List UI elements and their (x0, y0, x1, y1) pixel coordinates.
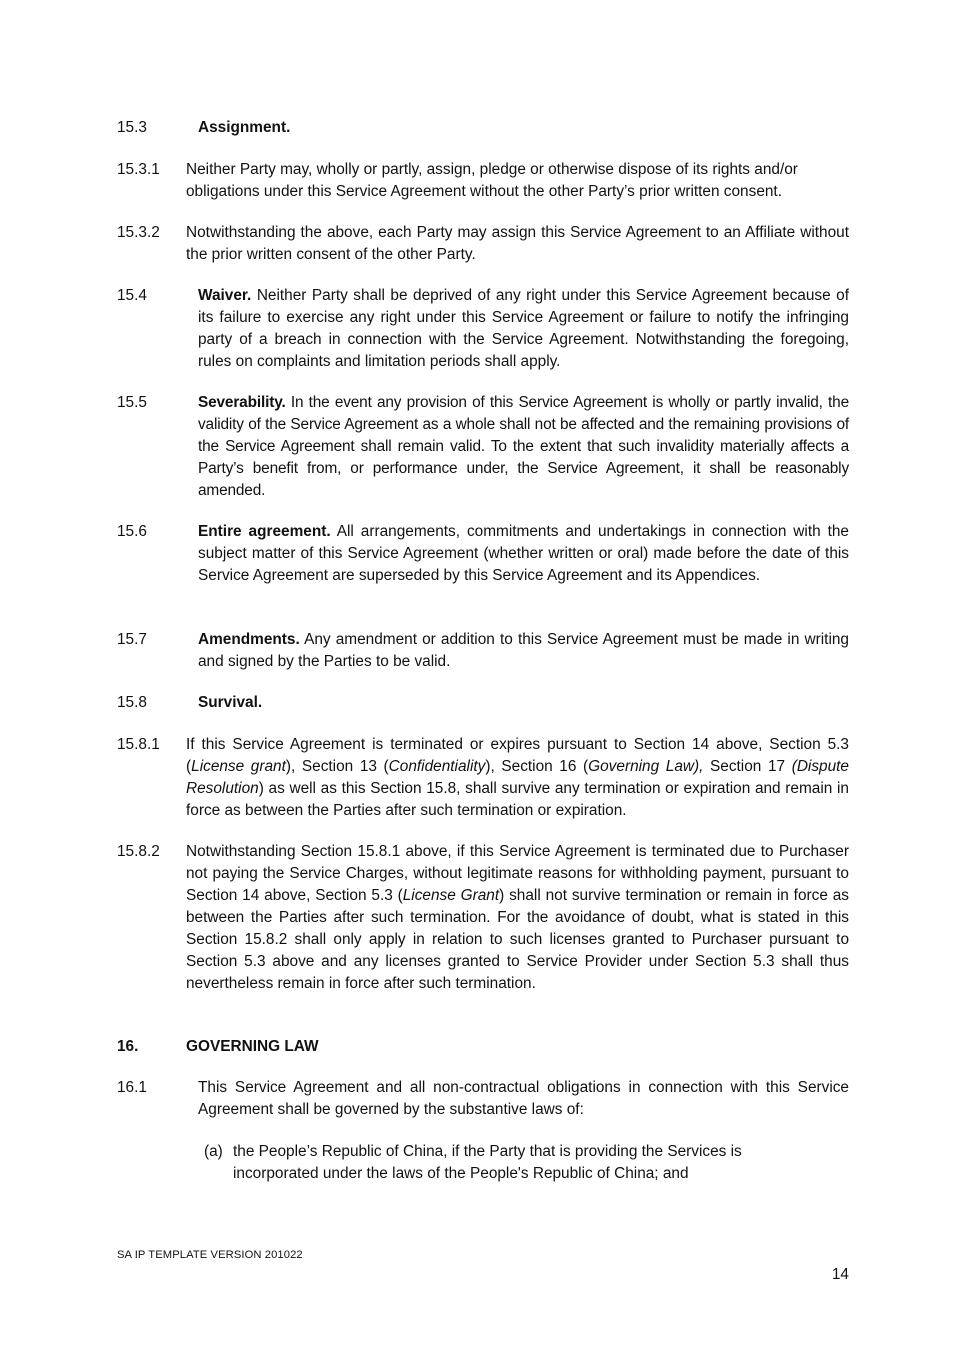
clause-text (198, 392, 849, 502)
italic-term: Confidentiality (388, 758, 486, 775)
clause-heading: Waiver. (198, 287, 252, 304)
clause-text (186, 734, 849, 822)
clause-text (186, 222, 849, 266)
clause-number: 15.8 (117, 694, 147, 711)
page-number: 14 (831, 1266, 849, 1283)
clause-number: 15.3 (117, 119, 147, 136)
italic-term: License Grant (402, 887, 500, 904)
clause-number: 15.8.2 (117, 843, 160, 860)
clause-text-content: This Service Agreement and all non-contractual obligations in connection with this Service Agreement shall be governed by the substantive laws of: (198, 1079, 849, 1118)
clause-heading: Assignment. (198, 119, 291, 136)
italic-term: (Dispute Resolution (186, 758, 849, 797)
clause-text (198, 285, 849, 373)
clause-number: 15.3.2 (117, 224, 160, 241)
list-marker: (a) (204, 1143, 223, 1160)
clause-number: 15.6 (117, 523, 147, 540)
clause-text (198, 521, 849, 587)
clause-number: 16.1 (117, 1079, 147, 1096)
italic-term: Governing Law), (588, 758, 704, 775)
clause-text (186, 841, 849, 995)
text-run: Notwithstanding Section 15.8.1 above, if this Service Agreement is terminated due to Purchaser not paying the Service Charges, without legitimate reasons for withholding payment, pursuant to Section 14 above, Section 5.3 ( (186, 843, 849, 904)
clause-number: 15.4 (117, 287, 147, 304)
footer-template-version: SA IP TEMPLATE VERSION 201022 (117, 1249, 303, 1261)
clause-text: Neither Party may, wholly or partly, assign, pledge or otherwise dispose of its rights and/or obligations under this Service Agreement without the other Party’s prior written consent. (186, 161, 798, 200)
text-run: Section 17 (703, 758, 792, 775)
clause-heading: Entire agreement. (198, 523, 331, 540)
clause-text-content: In the event any provision of this Service Agreement is wholly or partly invalid, the validity of the Service Agreement as a whole shall not be affected and the remaining provisions of the Service Agreement shall remain valid. To the extent that such invalidity materially affects a Party’s benefit from, or performance under, the Service Agreement, it shall be reasonably amended. (198, 394, 849, 499)
italic-term: License grant (191, 758, 286, 775)
text-run: ) as well as this Section 15.8, shall survive any termination or expiration and remain in force as between the Parties after such termination or expiration. (186, 780, 849, 819)
text-run: ), Section 13 ( (285, 758, 389, 775)
clause-text-content: All arrangements, commitments and undertakings in connection with the subject matter of this Service Agreement (whether written or oral) made before the date of this Service Agreement are superseded by this Service Agreement and its Appendices. (198, 523, 849, 584)
clause-number: 15.7 (117, 631, 147, 648)
text-run: If this Service Agreement is terminated or expires pursuant to Section 14 above, Section 5.3 ( (186, 736, 849, 775)
clause-heading: Amendments. (198, 631, 300, 648)
clause-text-content: Neither Party shall be deprived of any right under this Service Agreement because of its failure to exercise any right under this Service Agreement or failure to notify the infringing party of a breach in connection with the Service Agreement. Notwithstanding the foregoing, rules on complaints and limitation periods shall apply. (198, 287, 849, 370)
list-item-text: the People’s Republic of China, if the Party that is providing the Services is incorporated under the laws of the People's Republic of China; and (233, 1143, 742, 1182)
clause-text (198, 1077, 849, 1121)
text-run: ) shall not survive termination or remain in force as between the Parties after such termination. For the avoidance of doubt, what is stated in this Section 15.8.2 shall only apply in relation to such licenses granted to Purchaser pursuant to Section 5.3 above and any licenses granted to Service Provider under Section 5.3 shall thus nevertheless remain in force after such termination. (186, 887, 849, 992)
clause-number: 15.5 (117, 394, 147, 411)
clause-heading: Survival. (198, 694, 263, 711)
text-run: ), Section 16 ( (485, 758, 589, 775)
clause-number: 15.3.1 (117, 161, 160, 178)
clause-heading: Severability. (198, 394, 286, 411)
section-title: GOVERNING LAW (186, 1038, 319, 1055)
clause-text-content: Any amendment or addition to this Service Agreement must be made in writing and signed by the Parties to be valid. (198, 631, 849, 670)
section-number: 16. (117, 1038, 139, 1055)
clause-text (198, 629, 849, 673)
clause-number: 15.8.1 (117, 736, 160, 753)
clause-text-content: Notwithstanding the above, each Party may assign this Service Agreement to an Affiliate without the prior written consent of the other Party. (186, 224, 849, 263)
